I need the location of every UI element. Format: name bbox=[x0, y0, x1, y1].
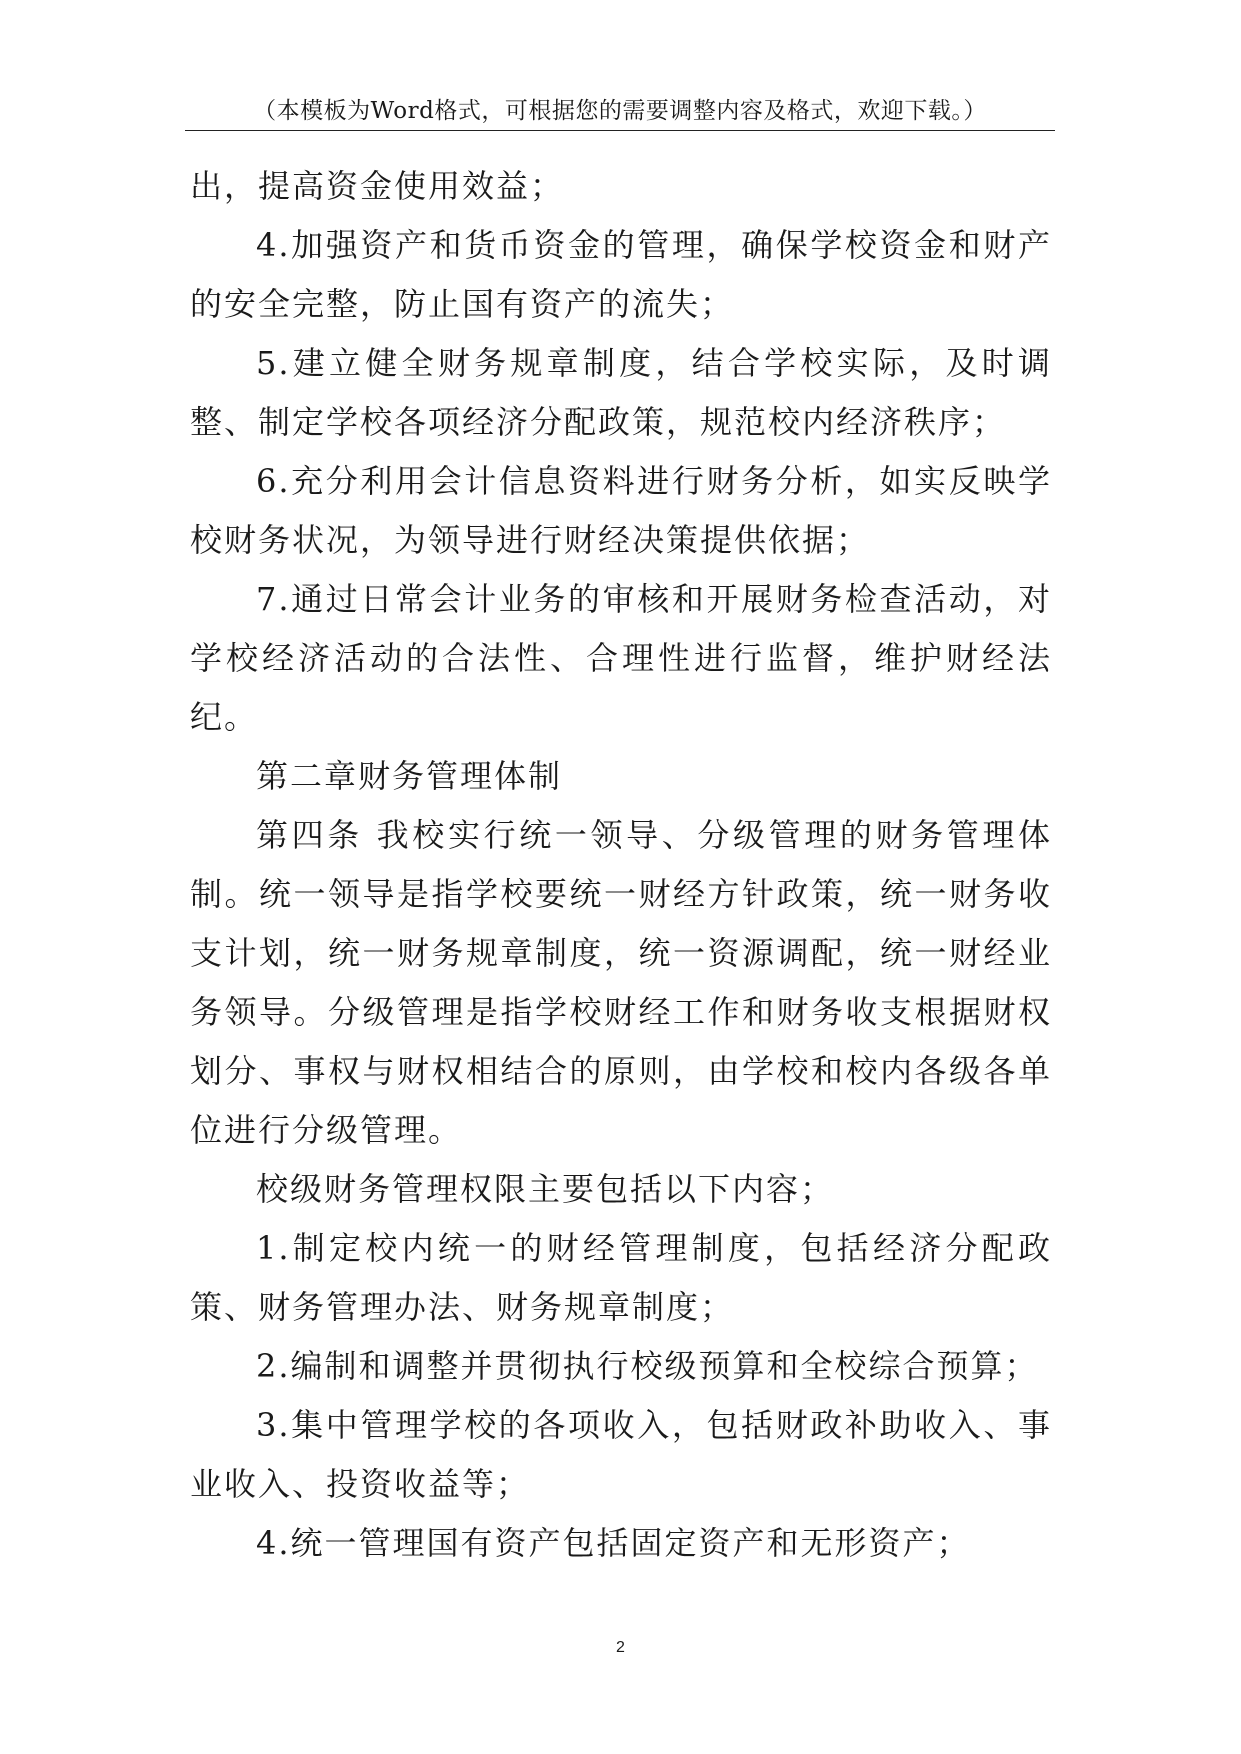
paragraph: 7.通过日常会计业务的审核和开展财务检查活动，对学校经济活动的合法性、合理性进行监督，维护财经法纪。 bbox=[190, 580, 1052, 736]
chapter-heading: 第二章财务管理体制 bbox=[256, 757, 563, 795]
paragraph: 第四条 我校实行统一领导、分级管理的财务管理体制。统一领导是指学校要统一财经方针政策，统一财务收支计划，统一财务规章制度，统一资源调配，统一财经业务领导。分级管理是指学校财经工作和财务收支根据财权划分、事权与财权相结合的原则，由学校和校内各级各单位进行分级管理。 bbox=[190, 816, 1052, 1149]
header-divider bbox=[185, 130, 1055, 131]
paragraph: 3.集中管理学校的各项收入，包括财政补助收入、事业收入、投资收益等； bbox=[190, 1406, 1052, 1503]
paragraph: 2.编制和调整并贯彻执行校级预算和全校综合预算； bbox=[256, 1347, 1039, 1385]
paragraph: 1.制定校内统一的财经管理制度，包括经济分配政策、财务管理办法、财务规章制度； bbox=[190, 1229, 1052, 1326]
paragraph: 出，提高资金使用效益； bbox=[190, 167, 565, 205]
paragraph: 5.建立健全财务规章制度，结合学校实际，及时调整、制定学校各项经济分配政策，规范校内经济秩序； bbox=[190, 344, 1052, 441]
paragraph: 校级财务管理权限主要包括以下内容； bbox=[256, 1170, 835, 1208]
header-note: （本模板为Word格式，可根据您的需要调整内容及格式，欢迎下载。） bbox=[253, 98, 987, 124]
document-body bbox=[190, 157, 1052, 1573]
paragraph: 6.充分利用会计信息资料进行财务分析，如实反映学校财务状况，为领导进行财经决策提供依据； bbox=[190, 462, 1052, 559]
paragraph: 4.加强资产和货币资金的管理，确保学校资金和财产的安全完整，防止国有资产的流失； bbox=[190, 226, 1052, 323]
page-number: 2 bbox=[616, 1639, 625, 1656]
paragraph: 4.统一管理国有资产包括固定资产和无形资产； bbox=[256, 1524, 971, 1562]
